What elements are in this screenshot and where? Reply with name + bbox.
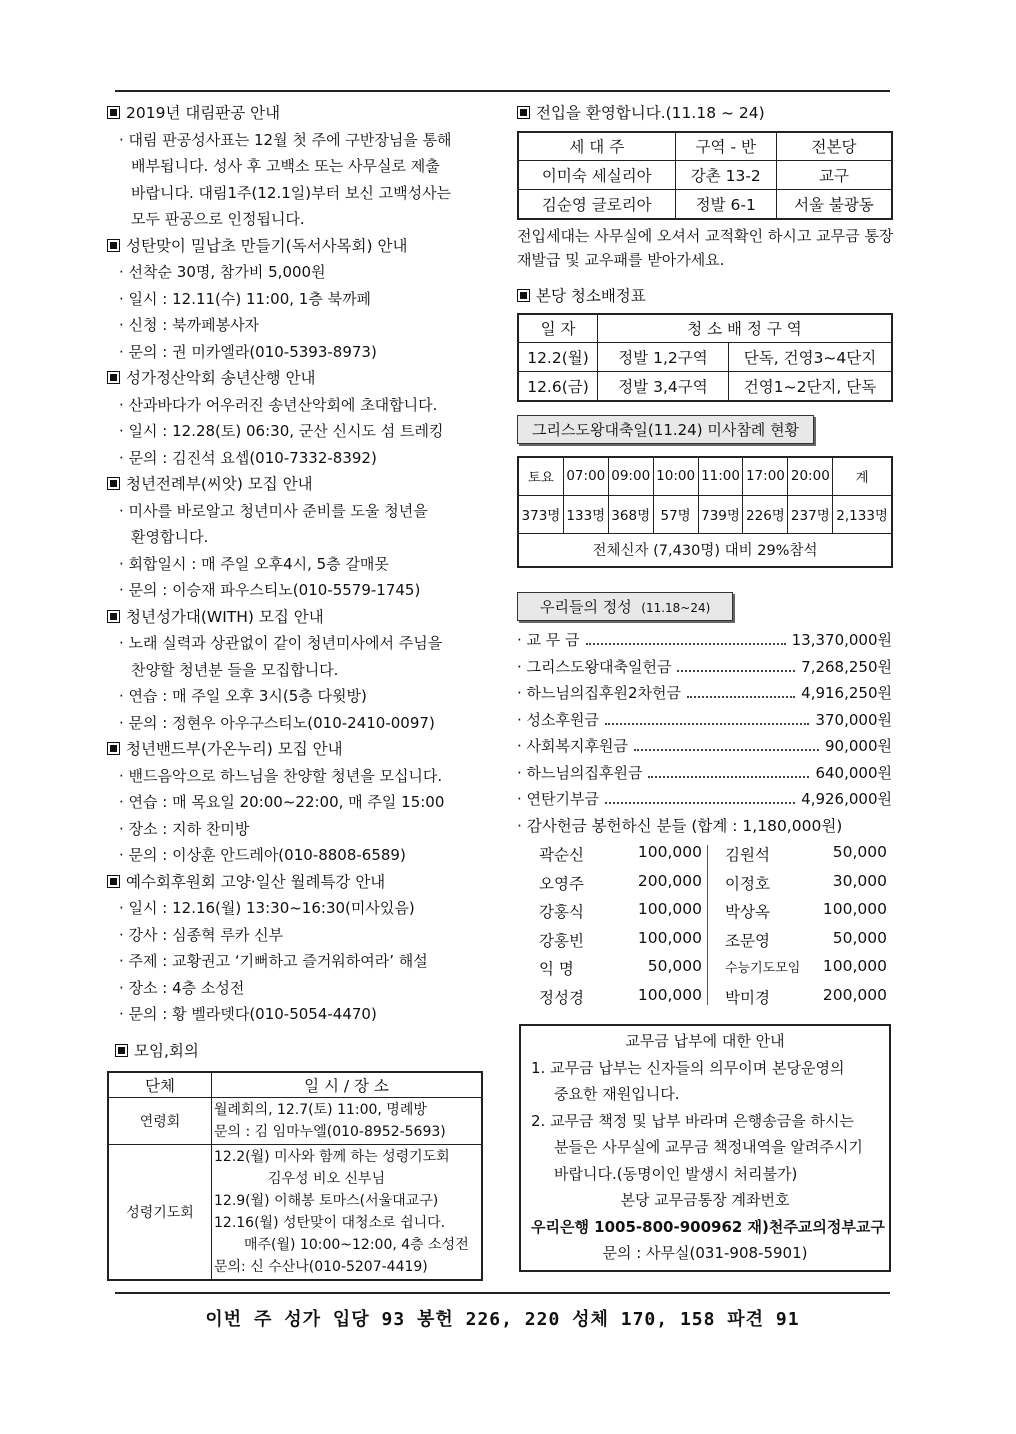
cleaning-table [517,313,893,402]
section-line: · 신청 : 북까페봉사자 [119,316,260,334]
cleaning-date: 12.6(금) [518,372,598,401]
square-bullet-icon [115,1044,128,1057]
section-title: 청년전례부(씨앗) 모집 안내 [107,471,492,498]
section-line: · 문의 : 김진석 요셉(010-7332-8392) [119,448,377,467]
section-line: · 장소 : 지하 찬미방 [119,819,250,838]
welcome-title: 전입을 환영합니다.(11.18 ~ 24) [517,100,897,127]
dot-leader [687,696,795,698]
donor-name: 오영주 [539,874,584,893]
offerings-list [517,627,892,813]
attendance-count: 237명 [788,495,833,533]
offering-amount: 370,000원 [815,710,892,729]
attendance-time: 17:00 [743,457,788,495]
cleaning-zone: 정발 3,4구역 [598,372,729,401]
cleaning-title: 본당 청소배정표 [517,283,897,310]
donor-amount: 100,000 [637,900,702,918]
offerings-title: 우리들의 정성 (11.18~24) [517,592,733,621]
donor-amount: 100,000 [637,928,702,947]
square-bullet-icon [107,477,120,490]
section-line: · 선착순 30명, 참가비 5,000원 [119,263,326,281]
meetings-line: 12.9(월) 이해봉 토마스(서울대교구) [214,1192,439,1209]
donor-name: 수능기도모임 [725,961,801,976]
offering-row [517,786,892,813]
section-line: · 일시 : 12.28(토) 06:30, 군산 신시도 섬 트레킹 [119,422,444,440]
square-bullet-icon [107,742,120,755]
section-line: 찬양할 청년분 들을 모집합니다. [131,660,339,679]
section-line: · 일시 : 12.11(수) 11:00, 1층 북까페 [119,289,372,308]
attendance-title: 그리스도왕대축일(11.24) 미사참례 현황 [517,415,814,444]
attendance-count: 2,133명 [833,495,892,533]
offering-row [517,627,892,654]
donor-name: 박미경 [725,988,770,1007]
attendance-time: 계 [833,457,892,495]
offering-label: · 성소후원금 [517,710,599,729]
welcome-section [517,100,897,272]
welcome-cell: 교구 [776,161,892,190]
donor-amount: 100,000 [637,985,702,1004]
donor-name: 정성경 [539,988,584,1007]
offering-row [517,733,892,760]
cleaning-zone: 정발 1,2구역 [598,343,729,372]
section-title: 성탄맞이 밀납초 만들기(독서사목회) 안내 [107,233,492,260]
notice-line: 본당 교무금통장 계좌번호 [620,1191,790,1209]
dot-leader [605,802,795,804]
section-line: · 밴드음악으로 하느님을 찬양할 청년을 모십니다. [119,766,443,785]
section-line: · 일시 : 12.16(월) 13:30~16:30(미사있음) [119,899,415,917]
hymn-footer: 이번 주 성가 입당 93 봉헌 226, 220 성체 170, 158 파견 91 [205,1309,800,1330]
cleaning-zone: 단독, 건영3~4단지 [729,343,893,372]
welcome-cell: 서울 불광동 [776,190,892,219]
attendance-section [517,415,897,568]
attendance-count: 368명 [608,495,653,533]
meetings-details [212,1097,483,1144]
dot-leader [648,776,809,778]
bottom-rule [115,1292,890,1294]
cleaning-header: 일 자 [518,314,598,343]
donor-amount: 100,000 [637,843,702,861]
section-line: · 회합일시 : 매 주일 오후4시, 5층 갈매못 [119,554,389,573]
welcome-header: 구역 - 반 [675,132,776,161]
meetings-table [107,1071,483,1281]
meetings-line: 김우성 비오 신부님 [268,1170,386,1187]
meetings-details [212,1144,483,1280]
section-line: 바랍니다. 대림1주(12.1일)부터 보신 고백성사는 [131,183,452,202]
offering-label: · 사회복지후원금 [517,737,628,755]
welcome-cell: 정발 6-1 [675,190,776,219]
attendance-time: 07:00 [563,457,608,495]
thanks-line: · 감사헌금 봉헌하신 분들 (합계 : 1,180,000원) [517,816,843,835]
top-rule [115,90,890,92]
section-title: 청년밴드부(가온누리) 모집 안내 [107,736,492,763]
section-line: · 주제 : 교황권고 ‘기뻐하고 즐거워하여라’ 해설 [119,952,428,970]
section-line: · 연습 : 매 목요일 20:00~22:00, 매 주일 15:00 [119,793,445,811]
section-line: 환영합니다. [131,528,209,546]
meetings-line: 월례회의, 12.7(토) 11:00, 명례방 [214,1101,427,1118]
donors-list [517,839,892,1011]
section-line: · 노래 실력과 상관없이 같이 청년미사에서 주님을 [119,634,443,652]
donor-amount: 50,000 [647,957,702,975]
offering-amount: 13,370,000원 [791,631,892,649]
donor-name: 곽순신 [539,846,584,864]
meetings-section [107,1038,487,1281]
offering-label: · 그리스도왕대축일헌금 [517,657,672,676]
donor-name: 강홍빈 [539,931,584,950]
cleaning-date: 12.2(월) [518,343,598,372]
section-line: · 문의 : 이상훈 안드레아(010-8808-6589) [119,846,406,864]
section-title: 2019년 대림판공 안내 [107,100,492,127]
offering-row [517,680,892,707]
donor-amount: 30,000 [832,871,887,890]
section-line: · 강사 : 심종혁 루카 신부 [119,925,284,944]
donor-amount: 200,000 [637,871,702,890]
offering-amount: 4,926,000원 [801,790,892,808]
section-line: · 문의 : 권 미카엘라(010-5393-8973) [119,342,377,361]
notice-line: 분들은 사무실에 교무금 책정내역을 알려주시기 [554,1138,863,1156]
notice-line: 2. 교무금 책정 및 납부 바라며 은행송금을 하시는 [531,1111,854,1130]
attendance-summary: 전체신자 (7,430명) 대비 29%참석 [518,533,892,567]
section-line: · 산과바다가 어우러진 송년산악회에 초대합니다. [119,395,438,414]
meetings-line: 12.16(월) 성탄맞이 대청소로 쉽니다. [214,1214,446,1231]
notice-box [519,1024,891,1272]
attendance-count: 373명 [518,495,563,533]
welcome-note: 재발급 및 교우패를 받아가세요. [517,250,725,269]
meetings-header-group: 단체 [108,1072,212,1098]
notice-title: 교무금 납부에 대한 안내 [625,1032,785,1050]
offering-amount: 4,916,250원 [801,684,892,702]
notice-contact: 문의 : 사무실(031-908-5901) [602,1244,808,1262]
donor-amount: 200,000 [822,985,887,1004]
meetings-group: 성령기도회 [108,1144,212,1280]
welcome-table [517,131,893,220]
attendance-time: 10:00 [653,457,698,495]
square-bullet-icon [107,106,120,119]
donor-amount: 100,000 [822,900,887,918]
offering-amount: 90,000원 [825,737,892,755]
square-bullet-icon [107,371,120,384]
meetings-line: 문의 : 김 임마누엘(010-8952-5693) [214,1123,446,1140]
donor-name: 박상옥 [725,903,770,921]
dot-leader [634,749,819,751]
dot-leader [677,670,795,672]
offering-amount: 640,000원 [815,763,892,782]
section-line: · 대림 판공성사표는 12월 첫 주에 구반장님을 통해 [119,130,452,149]
donor-amount: 50,000 [832,928,887,947]
offering-amount: 7,268,250원 [801,657,892,676]
attendance-time: 11:00 [698,457,743,495]
welcome-cell: 강촌 13-2 [675,161,776,190]
offering-label: · 하느님의집후원금 [517,763,643,782]
section-title: 성가정산악회 송년산행 안내 [107,365,492,392]
square-bullet-icon [107,875,120,888]
meetings-line: 12.2(월) 미사와 함께 하는 성령기도회 [214,1148,450,1165]
square-bullet-icon [107,239,120,252]
section-line: · 문의 : 이승재 파우스티노(010-5579-1745) [119,581,421,599]
donor-name: 이정호 [725,874,770,893]
offerings-section [517,592,892,1011]
attendance-count: 739명 [698,495,743,533]
square-bullet-icon [517,289,530,302]
attendance-time: 09:00 [608,457,653,495]
section-title: 청년성가대(WITH) 모집 안내 [107,604,492,631]
attendance-count: 226명 [743,495,788,533]
donor-name: 조문영 [725,931,770,950]
meetings-line: 문의: 신 수산나(010-5207-4419) [214,1258,428,1275]
section-line: · 문의 : 정현우 아우구스티노(010-2410-0097) [119,713,435,732]
offering-row [517,707,892,734]
attendance-count: 57명 [653,495,698,533]
meetings-line: 매주(월) 10:00~12:00, 4층 소성전 [244,1236,469,1253]
offering-label: · 교 무 금 [517,631,580,649]
attendance-count: 133명 [563,495,608,533]
meetings-title: 모임,회의 [107,1038,487,1065]
welcome-note: 전입세대는 사무실에 오셔서 교적확인 하시고 교무금 통장 [517,226,894,245]
donor-name: 강홍식 [539,903,584,921]
dot-leader [605,723,809,725]
notice-line: 중요한 재원입니다. [554,1085,680,1103]
section-line: 모두 판공으로 인정됩니다. [131,210,305,228]
cleaning-section [517,283,897,402]
section-line: · 장소 : 4층 소성전 [119,978,245,997]
cleaning-zone: 건영1~2단지, 단독 [729,372,893,401]
welcome-header: 세 대 주 [518,132,675,161]
attendance-time: 20:00 [788,457,833,495]
dot-leader [586,643,786,645]
meetings-group: 연령회 [108,1097,212,1144]
notice-line: 바랍니다.(동명이인 발생시 처리불가) [554,1164,798,1183]
offering-label: · 연탄기부금 [517,790,599,808]
notice-account: 우리은행 1005-800-900962 재)천주교의정부교구 [531,1217,885,1236]
donor-amount: 50,000 [832,843,887,861]
section-line: · 연습 : 매 주일 오후 3시(5층 다윗방) [119,687,367,705]
section-line: · 문의 : 황 벨라뎃다(010-5054-4470) [119,1005,377,1023]
section-title: 예수회후원회 고양·일산 월례특강 안내 [107,869,492,896]
offering-row [517,654,892,681]
section-line: 배부됩니다. 성사 후 고백소 또는 사무실로 제출 [131,157,440,175]
welcome-header: 전본당 [776,132,892,161]
attendance-time: 토요 [518,457,563,495]
donor-name: 김원석 [725,846,770,864]
left-column [107,100,492,1028]
donor-name: 익 명 [539,960,574,978]
cleaning-header: 청 소 배 정 구 역 [598,314,893,343]
offering-label: · 하느님의집후원2차헌금 [517,684,681,702]
attendance-table [517,456,893,568]
welcome-cell: 이미숙 세실리아 [518,161,675,190]
notice-line: 1. 교무금 납부는 신자들의 의무이며 본당운영의 [531,1058,845,1077]
donors-divider [707,845,708,1005]
welcome-cell: 김순영 글로리아 [518,190,675,219]
section-line: · 미사를 바로알고 청년미사 준비를 도울 청년을 [119,501,428,520]
donor-amount: 100,000 [822,957,887,975]
offering-row [517,760,892,787]
meetings-header-schedule: 일 시 / 장 소 [212,1072,483,1098]
square-bullet-icon [517,106,530,119]
square-bullet-icon [107,610,120,623]
